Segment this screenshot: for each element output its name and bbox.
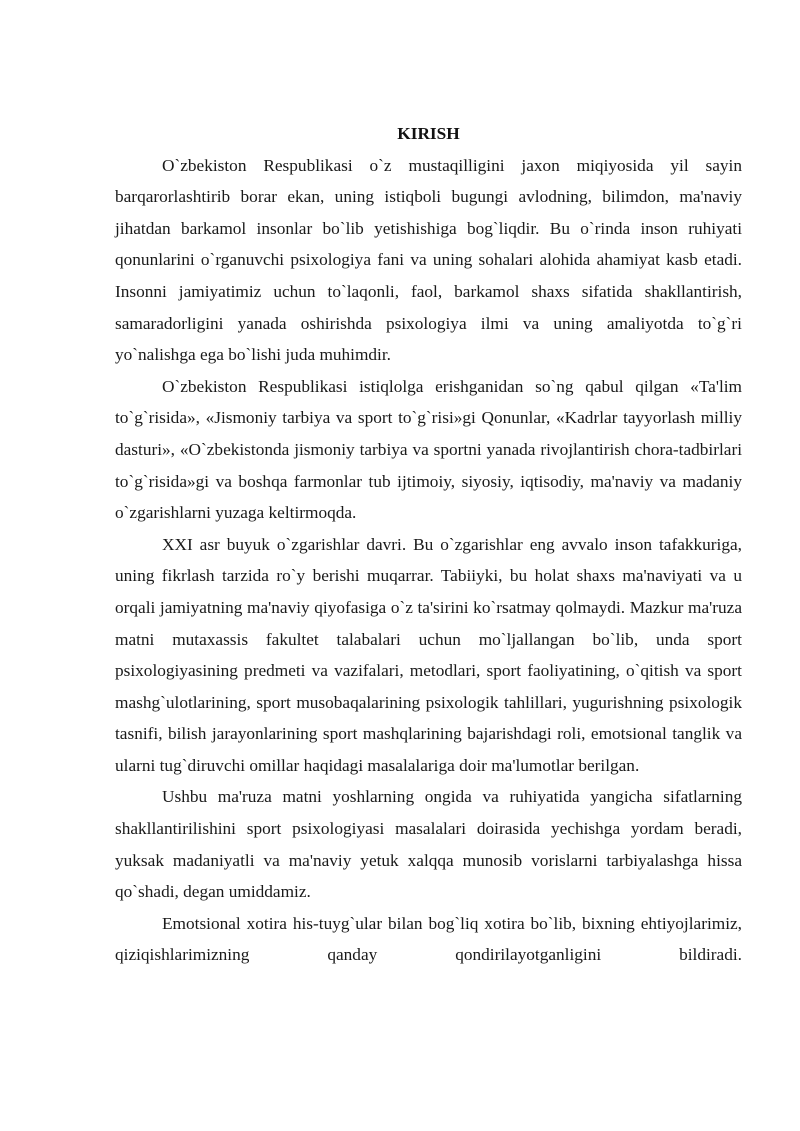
paragraph-2: O`zbekiston Respublikasi istiqlolga erishganidan so`ng qabul qilgan «Ta'lim to`g`risida», «Jismoniy tarbiya va sport to`g`risi»gi Qonunlar, «Kadrlar tayyorlash milliy dasturi», «O`zbekistonda jismoniy tarbiya va sportni yanada rivojlantirish chora-tadbirlari to`g`risida»gi va boshqa farmonlar tub ijtimoiy, siyosiy, iqtisodiy, ma'naviy va madaniy o`zgarishlarni yuzaga keltirmoqda.	[115, 376, 742, 523]
paragraph-4: Ushbu ma'ruza matni yoshlarning ongida va ruhiyatida yangicha sifatlarning shakllantirilishini sport psixologiyasi masalalari doirasida yechishga yordam beradi, yuksak madaniyatli va ma'naviy yetuk xalqqa munosib vorislarni tarbiyalashga hissa qo`shadi, degan umiddamiz.	[115, 787, 742, 902]
document-title: KIRISH	[397, 124, 460, 143]
paragraph-1: O`zbekiston Respublikasi o`z mustaqilligini jaxon miqiyosida yil sayin barqarorlashtirib borar ekan, uning istiqboli bugungi avlodning, bilimdon, ma'naviy jihatdan barkamol insonlar bo`lib yetishishiga bog`liqdir. Bu o`rinda inson ruhiyati qonunlarini o`rganuvchi psixologiya fani va uning sohalari alohida ahamiyat kasb etadi. Insonni jamiyatimiz uchun to`laqonli, faol, barkamol shaxs sifatida shakllantirish, samaradorligini yanada oshirishda psixologiya ilmi va uning amaliyotda to`g`ri yo`nalishga ega bo`lishi juda muhimdir.	[115, 155, 742, 365]
paragraph-5: Emotsional xotira his-tuyg`ular bilan bog`liq xotira bo`lib, bixning ehtiyojlarimiz, qiziqishlarimizning qanday qondirilayotganligini bildiradi.	[115, 913, 742, 965]
paragraph-3: XXI asr buyuk o`zgarishlar davri. Bu o`zgarishlar eng avvalo inson tafakkuriga, uning fikrlash tarzida ro`y berishi muqarrar. Tabiiyki, bu holat shaxs ma'naviyati va u orqali jamiyatning ma'naviy qiyofasiga o`z ta'sirini ko`rsatmay qolmaydi. Mazkur ma'ruza matni mutaxassis fakultet talabalari uchun mo`ljallangan bo`lib, unda sport psixologiyasining predmeti va vazifalari, metodlari, sport faoliyatining, o`qitish va sport mashg`ulotlarining, sport musobaqalarining psixologik tahlillari, yugurishning psixologik tasnifi, bilish jarayonlarining sport mashqlarining bajarishdagi roli, emotsional tanglik va ularni tug`diruvchi omillar haqidagi masalalariga doir ma'lumotlar berilgan.	[115, 534, 742, 775]
document-body	[115, 118, 742, 971]
